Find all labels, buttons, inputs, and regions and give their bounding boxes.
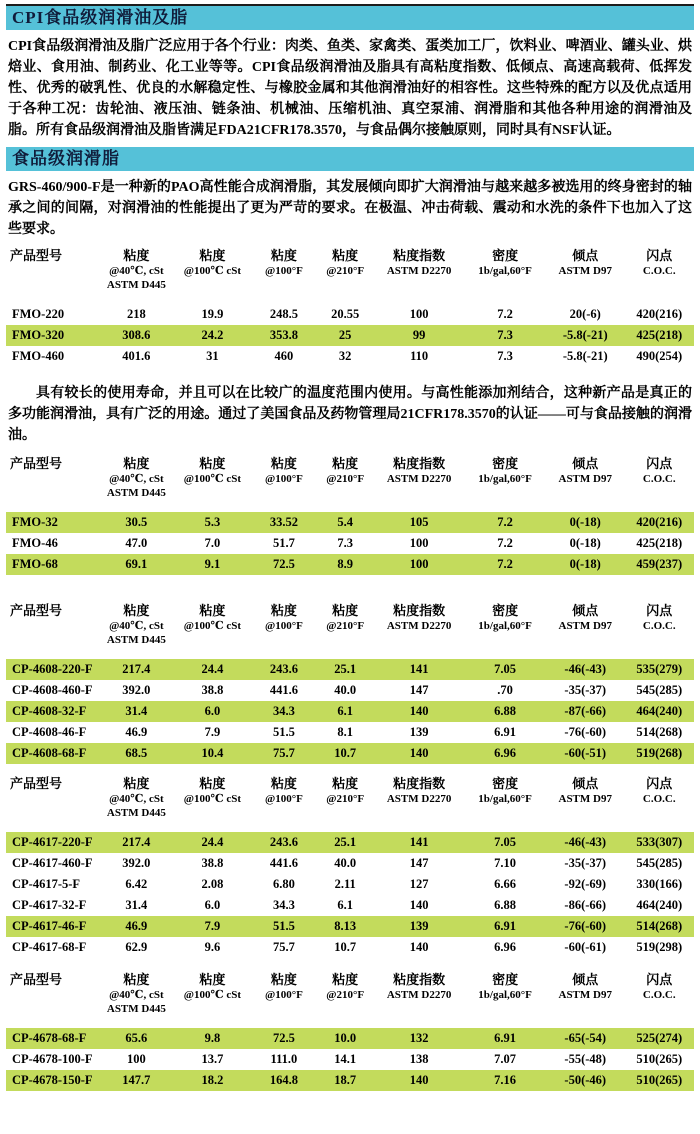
value-cell: 7.9 xyxy=(204,919,221,933)
value-cell: 31.4 xyxy=(125,898,148,912)
product-model-cell: CP-4608-68-F xyxy=(12,746,87,760)
value-cell: 7.3 xyxy=(337,536,353,550)
value-cell: 75.7 xyxy=(272,746,295,760)
column-header: 倾点 ASTM D97 xyxy=(558,776,612,805)
column-header: 粘度 @100°F xyxy=(265,248,303,277)
value-cell: -65(-54) xyxy=(564,1031,607,1045)
section-title-grease: 食品级润滑脂 xyxy=(12,149,120,168)
value-cell: 51.5 xyxy=(272,725,295,739)
value-cell: 72.5 xyxy=(272,1031,295,1045)
value-cell: -76(-60) xyxy=(564,725,607,739)
value-cell: 111.0 xyxy=(270,1052,298,1066)
grease-paragraph: GRS-460/900-F是一种新的PAO高性能合成润滑脂，其发展倾向即扩大润滑油与越来越多被选用的终身密封的轴承之间的间隔，对润滑油的性能提出了更为严苛的要求。在极温、冲击荷载、震动和水洗的条件下也加入了这些要求。 xyxy=(8,180,692,237)
value-cell: 10.4 xyxy=(201,746,224,760)
product-model-cell: CP-4617-32-F xyxy=(12,898,87,912)
column-header: 粘度 @100°F xyxy=(265,776,303,805)
value-cell: 20.55 xyxy=(331,307,360,321)
table-row xyxy=(6,680,694,701)
value-cell: 6.0 xyxy=(204,898,221,912)
product-model-cell: CP-4678-68-F xyxy=(12,1031,87,1045)
value-cell: 10.7 xyxy=(334,940,357,954)
value-cell: 460 xyxy=(274,349,294,363)
column-header: 密度 1b/gal,60°F xyxy=(478,972,532,1001)
product-model-cell: FMO-68 xyxy=(12,557,58,571)
value-cell: 425(218) xyxy=(636,328,683,342)
value-cell: 14.1 xyxy=(334,1052,357,1066)
value-cell: 100 xyxy=(409,307,429,321)
column-header: 粘度 @210°F xyxy=(326,972,365,1001)
value-cell: 243.6 xyxy=(269,835,298,849)
column-header-model: 产品型号 xyxy=(10,972,63,987)
value-cell: 7.2 xyxy=(497,536,513,550)
column-header: 闪点 C.O.C. xyxy=(642,603,676,632)
value-cell: 0(-18) xyxy=(569,557,601,571)
value-cell: 6.1 xyxy=(337,704,353,718)
value-cell: -87(-66) xyxy=(564,704,607,718)
value-cell: 519(298) xyxy=(636,940,683,954)
column-header: 粘度指数 ASTM D2270 xyxy=(386,603,452,632)
product-model-cell: CP-4617-68-F xyxy=(12,940,87,954)
value-cell: 99 xyxy=(412,328,426,342)
table-header-row xyxy=(6,970,694,1028)
column-header: 粘度 @100°F xyxy=(265,972,303,1001)
value-cell: 141 xyxy=(409,662,429,676)
section-title-oils: CPI食品级润滑油及脂 xyxy=(12,8,189,27)
value-cell: 392.0 xyxy=(122,856,151,870)
value-cell: -35(-37) xyxy=(564,683,607,697)
mid-paragraph: 具有较长的使用寿命，并且可以在比较广的温度范围内使用。与高性能添加剂结合，这种新产品是真正的多功能润滑油，具有广泛的用途。通过了美国食品及药物管理局21CFR178.3570的认证——可与食品接触的润滑油。 xyxy=(8,386,692,443)
value-cell: 38.8 xyxy=(201,683,224,697)
column-header: 密度 1b/gal,60°F xyxy=(478,776,532,805)
column-header: 密度 1b/gal,60°F xyxy=(478,248,532,277)
table-row xyxy=(6,853,694,874)
value-cell: 525(274) xyxy=(636,1031,683,1045)
value-cell: 464(240) xyxy=(636,898,683,912)
column-header: 粘度 @100℃ cSt xyxy=(183,603,242,632)
column-header: 闪点 C.O.C. xyxy=(642,456,676,485)
table-row xyxy=(6,937,694,958)
table-row xyxy=(6,895,694,916)
value-cell: 147 xyxy=(409,856,429,870)
product-table-fmo-light xyxy=(6,454,694,575)
value-cell: 6.0 xyxy=(204,704,221,718)
value-cell: -50(-46) xyxy=(564,1073,607,1087)
value-cell: 140 xyxy=(409,1073,429,1087)
value-cell: 514(268) xyxy=(636,919,683,933)
value-cell: 330(166) xyxy=(636,877,683,891)
column-header-model: 产品型号 xyxy=(10,603,63,618)
value-cell: 140 xyxy=(409,898,429,912)
value-cell: 147.7 xyxy=(122,1073,151,1087)
value-cell: 164.8 xyxy=(269,1073,298,1087)
product-model-cell: FMO-220 xyxy=(12,307,65,321)
column-header: 闪点 C.O.C. xyxy=(642,248,676,277)
value-cell: 9.6 xyxy=(204,940,221,954)
value-cell: 40.0 xyxy=(334,683,357,697)
table-header-row xyxy=(6,774,694,832)
table-row xyxy=(6,325,694,346)
value-cell: 34.3 xyxy=(272,898,295,912)
column-header: 粘度指数 ASTM D2270 xyxy=(386,456,452,485)
value-cell: 392.0 xyxy=(122,683,151,697)
column-header: 粘度指数 ASTM D2270 xyxy=(386,248,452,277)
value-cell: 9.1 xyxy=(204,557,221,571)
value-cell: 140 xyxy=(409,746,429,760)
value-cell: -46(-43) xyxy=(564,662,607,676)
product-model-cell: CP-4617-5-F xyxy=(12,877,81,891)
column-header: 粘度 @100℃ cSt xyxy=(183,248,242,277)
value-cell: 7.05 xyxy=(494,835,517,849)
value-cell: 353.8 xyxy=(269,328,298,342)
value-cell: 7.2 xyxy=(497,307,513,321)
value-cell: 9.8 xyxy=(204,1031,221,1045)
value-cell: 68.5 xyxy=(125,746,148,760)
spec-table xyxy=(6,246,694,367)
table-header-row xyxy=(6,601,694,659)
table-row xyxy=(6,832,694,853)
table-row xyxy=(6,533,694,554)
column-header: 粘度 @210°F xyxy=(326,248,365,277)
section-title-bar-oils xyxy=(6,4,694,30)
value-cell: 420(216) xyxy=(636,515,683,529)
value-cell: 248.5 xyxy=(269,307,298,321)
value-cell: 141 xyxy=(409,835,429,849)
product-table-cp4678 xyxy=(6,970,694,1091)
value-cell: 2.08 xyxy=(201,877,224,891)
table-row xyxy=(6,722,694,743)
value-cell: 46.9 xyxy=(125,919,148,933)
column-header: 闪点 C.O.C. xyxy=(642,776,676,805)
value-cell: 18.2 xyxy=(201,1073,224,1087)
value-cell: 8.9 xyxy=(337,557,353,571)
value-cell: 7.2 xyxy=(497,557,513,571)
value-cell: 20(-6) xyxy=(569,307,601,321)
value-cell: 24.4 xyxy=(201,835,224,849)
value-cell: 100 xyxy=(409,557,429,571)
product-table-cp4608 xyxy=(6,601,694,764)
value-cell: 30.5 xyxy=(125,515,148,529)
value-cell: -5.8(-21) xyxy=(562,349,608,363)
value-cell: 7.0 xyxy=(204,536,221,550)
table-row xyxy=(6,554,694,575)
spec-table xyxy=(6,774,694,958)
spec-table xyxy=(6,601,694,764)
column-header: 粘度 @100°F xyxy=(265,456,303,485)
value-cell: 545(285) xyxy=(636,856,683,870)
value-cell: 217.4 xyxy=(122,662,151,676)
value-cell: -86(-66) xyxy=(564,898,607,912)
value-cell: 425(218) xyxy=(636,536,683,550)
value-cell: 510(265) xyxy=(636,1073,683,1087)
value-cell: 38.8 xyxy=(201,856,224,870)
value-cell: 5.4 xyxy=(337,515,353,529)
value-cell: 0(-18) xyxy=(569,515,601,529)
value-cell: 243.6 xyxy=(269,662,298,676)
value-cell: 420(216) xyxy=(636,307,683,321)
value-cell: 2.11 xyxy=(334,877,356,891)
value-cell: -55(-48) xyxy=(564,1052,607,1066)
product-model-cell: CP-4608-46-F xyxy=(12,725,87,739)
value-cell: 19.9 xyxy=(201,307,224,321)
value-cell: 75.7 xyxy=(272,940,295,954)
column-header: 倾点 ASTM D97 xyxy=(558,248,612,277)
spec-table xyxy=(6,970,694,1091)
table-row xyxy=(6,1070,694,1091)
table-row xyxy=(6,659,694,680)
column-header: 密度 1b/gal,60°F xyxy=(478,456,532,485)
product-model-cell: CP-4608-32-F xyxy=(12,704,87,718)
value-cell: 31 xyxy=(206,349,219,363)
value-cell: 24.4 xyxy=(201,662,224,676)
value-cell: 7.3 xyxy=(497,349,513,363)
column-header: 粘度 @210°F xyxy=(326,776,365,805)
value-cell: 218 xyxy=(126,307,146,321)
value-cell: 510(265) xyxy=(636,1052,683,1066)
column-header: 粘度 @40℃, cSt ASTM D445 xyxy=(106,776,166,819)
value-cell: 6.1 xyxy=(337,898,353,912)
value-cell: 7.07 xyxy=(494,1052,517,1066)
value-cell: 6.88 xyxy=(494,704,517,718)
intro-paragraph: CPI食品级润滑油及脂广泛应用于各个行业：肉类、鱼类、家禽类、蛋类加工厂，饮料业、啤酒业、罐头业、烘焙业、食用油、制药业、化工业等等。CPI食品级润滑油及脂具有高粘度指数、低倾点、高速高载荷、低挥发性、优秀的破乳性、优良的水解稳定性、与橡胶金属和其他润滑油好的相容性。这些特殊的配方以及优点适用于各种工况：齿轮油、液压油、链条油、机械油、压缩机油、真空泵浦、润滑脂和其他各种用途的润滑油及脂。所有食品级润滑油及脂皆满足FDA21CFR178.3570，与食品偶尔接触原则，同时具有NSF认证。 xyxy=(8,39,692,138)
value-cell: 51.5 xyxy=(272,919,295,933)
value-cell: 6.80 xyxy=(272,877,295,891)
product-model-cell: CP-4617-46-F xyxy=(12,919,87,933)
value-cell: 147 xyxy=(409,683,429,697)
column-header: 粘度 @40℃, cSt ASTM D445 xyxy=(106,603,166,646)
value-cell: 10.0 xyxy=(334,1031,357,1045)
value-cell: -5.8(-21) xyxy=(562,328,608,342)
value-cell: -60(-51) xyxy=(564,746,607,760)
value-cell: 72.5 xyxy=(272,557,295,571)
value-cell: 65.6 xyxy=(125,1031,148,1045)
column-header: 粘度 @40℃, cSt ASTM D445 xyxy=(106,248,166,291)
value-cell: 25.1 xyxy=(334,662,357,676)
table-row xyxy=(6,512,694,533)
value-cell: 40.0 xyxy=(334,856,357,870)
value-cell: 100 xyxy=(409,536,429,550)
value-cell: 7.3 xyxy=(497,328,513,342)
value-cell: 32 xyxy=(338,349,352,363)
value-cell: 7.16 xyxy=(494,1073,517,1087)
value-cell: 441.6 xyxy=(269,683,298,697)
value-cell: 441.6 xyxy=(269,856,298,870)
table-row xyxy=(6,1049,694,1070)
product-model-cell: FMO-320 xyxy=(12,328,65,342)
value-cell: 533(307) xyxy=(636,835,683,849)
spec-table xyxy=(6,454,694,575)
value-cell: 10.7 xyxy=(334,746,357,760)
value-cell: 100 xyxy=(126,1052,146,1066)
value-cell: 25.1 xyxy=(334,835,357,849)
table-row xyxy=(6,304,694,325)
value-cell: 139 xyxy=(409,725,429,739)
product-model-cell: CP-4678-100-F xyxy=(12,1052,93,1066)
column-header: 倾点 ASTM D97 xyxy=(558,456,612,485)
table-row xyxy=(6,1028,694,1049)
table-row xyxy=(6,916,694,937)
column-header: 粘度 @100℃ cSt xyxy=(183,776,242,805)
product-model-cell: CP-4617-460-F xyxy=(12,856,93,870)
value-cell: 18.7 xyxy=(334,1073,357,1087)
value-cell: 46.9 xyxy=(125,725,148,739)
product-table-fmo-heavy xyxy=(6,246,694,367)
column-header: 粘度 @210°F xyxy=(326,603,365,632)
value-cell: 140 xyxy=(409,940,429,954)
column-header: 倾点 ASTM D97 xyxy=(558,972,612,1001)
value-cell: 6.96 xyxy=(494,940,517,954)
column-header: 粘度指数 ASTM D2270 xyxy=(386,972,452,1001)
value-cell: 514(268) xyxy=(636,725,683,739)
column-header: 粘度 @210°F xyxy=(326,456,365,485)
value-cell: 490(254) xyxy=(636,349,683,363)
value-cell: 139 xyxy=(409,919,429,933)
value-cell: 401.6 xyxy=(122,349,151,363)
product-model-cell: FMO-460 xyxy=(12,349,65,363)
value-cell: 62.9 xyxy=(125,940,148,954)
value-cell: 459(237) xyxy=(636,557,683,571)
product-model-cell: CP-4608-460-F xyxy=(12,683,93,697)
column-header: 闪点 C.O.C. xyxy=(642,972,676,1001)
column-header-model: 产品型号 xyxy=(10,248,63,263)
column-header-model: 产品型号 xyxy=(10,776,63,791)
value-cell: 51.7 xyxy=(272,536,295,550)
value-cell: 519(268) xyxy=(636,746,683,760)
value-cell: 7.9 xyxy=(204,725,221,739)
column-header: 倾点 ASTM D97 xyxy=(558,603,612,632)
table-header-row xyxy=(6,246,694,304)
product-model-cell: CP-4608-220-F xyxy=(12,662,93,676)
value-cell: 34.3 xyxy=(272,704,295,718)
value-cell: 6.66 xyxy=(494,877,517,891)
value-cell: -76(-60) xyxy=(564,919,607,933)
value-cell: 47.0 xyxy=(125,536,148,550)
value-cell: 138 xyxy=(409,1052,429,1066)
value-cell: 140 xyxy=(409,704,429,718)
column-header: 粘度指数 ASTM D2270 xyxy=(386,776,452,805)
product-model-cell: FMO-32 xyxy=(12,515,58,529)
column-header: 粘度 @100°F xyxy=(265,603,303,632)
value-cell: -35(-37) xyxy=(564,856,607,870)
value-cell: 6.91 xyxy=(494,1031,517,1045)
value-cell: -92(-69) xyxy=(564,877,607,891)
product-model-cell: CP-4678-150-F xyxy=(12,1073,93,1087)
column-header: 粘度 @100℃ cSt xyxy=(183,456,242,485)
value-cell: 105 xyxy=(409,515,429,529)
value-cell: -60(-61) xyxy=(564,940,607,954)
value-cell: 8.13 xyxy=(334,919,357,933)
value-cell: 25 xyxy=(338,328,352,342)
value-cell: 6.91 xyxy=(494,919,517,933)
table-row xyxy=(6,743,694,764)
value-cell: 7.05 xyxy=(494,662,517,676)
product-model-cell: FMO-46 xyxy=(12,536,58,550)
value-cell: 24.2 xyxy=(201,328,224,342)
value-cell: 217.4 xyxy=(122,835,151,849)
table-header-row xyxy=(6,454,694,512)
section-title-bar-grease xyxy=(6,147,694,171)
value-cell: 13.7 xyxy=(201,1052,224,1066)
value-cell: 110 xyxy=(410,349,429,363)
value-cell: 535(279) xyxy=(636,662,683,676)
value-cell: 308.6 xyxy=(122,328,151,342)
value-cell: 464(240) xyxy=(636,704,683,718)
value-cell: 7.2 xyxy=(497,515,513,529)
column-header: 粘度 @100℃ cSt xyxy=(183,972,242,1001)
value-cell: 6.96 xyxy=(494,746,517,760)
value-cell: 6.88 xyxy=(494,898,517,912)
value-cell: 69.1 xyxy=(125,557,148,571)
value-cell: 127 xyxy=(409,877,429,891)
table-row xyxy=(6,701,694,722)
product-model-cell: CP-4617-220-F xyxy=(12,835,93,849)
column-header: 粘度 @40℃, cSt ASTM D445 xyxy=(106,972,166,1015)
column-header: 密度 1b/gal,60°F xyxy=(478,603,532,632)
column-header: 粘度 @40℃, cSt ASTM D445 xyxy=(106,456,166,499)
value-cell: 8.1 xyxy=(337,725,353,739)
value-cell: 31.4 xyxy=(125,704,148,718)
value-cell: 7.10 xyxy=(494,856,517,870)
value-cell: 132 xyxy=(409,1031,429,1045)
table-row xyxy=(6,874,694,895)
value-cell: 5.3 xyxy=(204,515,221,529)
value-cell: 6.42 xyxy=(125,877,148,891)
product-table-cp4617 xyxy=(6,774,694,958)
value-cell: .70 xyxy=(497,683,513,697)
value-cell: 6.91 xyxy=(494,725,517,739)
column-header-model: 产品型号 xyxy=(10,456,63,471)
table-row xyxy=(6,346,694,367)
value-cell: 0(-18) xyxy=(569,536,601,550)
value-cell: 545(285) xyxy=(636,683,683,697)
value-cell: 33.52 xyxy=(269,515,298,529)
value-cell: -46(-43) xyxy=(564,835,607,849)
